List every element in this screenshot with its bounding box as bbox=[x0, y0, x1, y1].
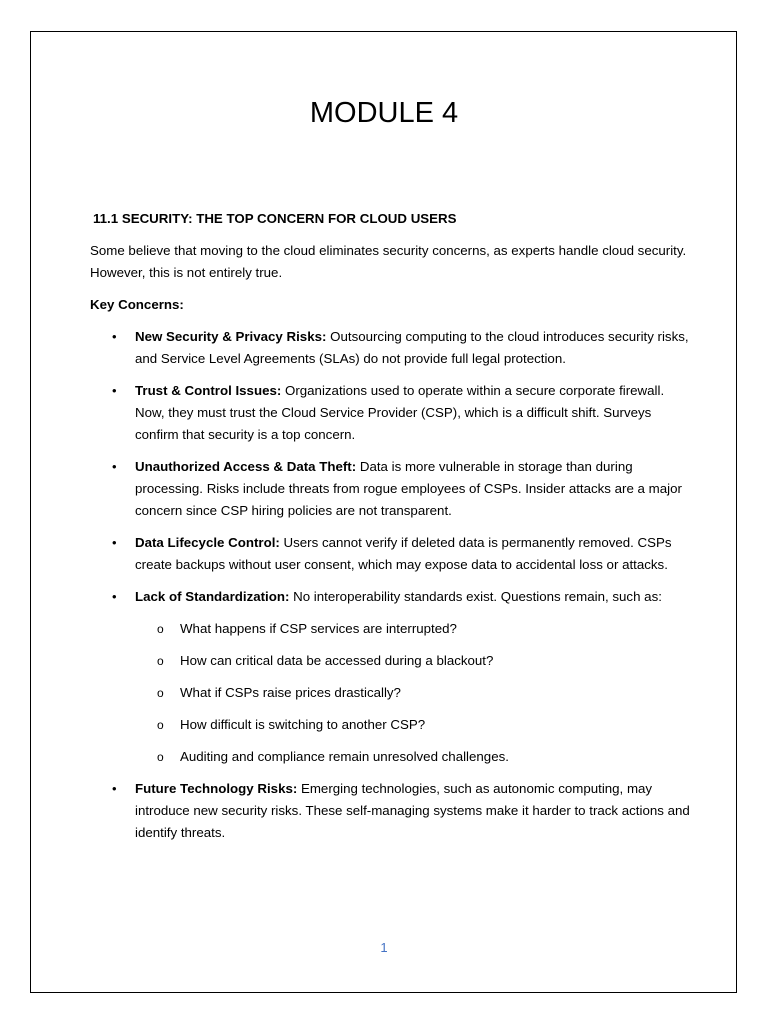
key-concerns-label: Key Concerns: bbox=[90, 297, 184, 312]
bullet-label: Future Technology Risks: bbox=[135, 781, 298, 796]
circle-bullet-icon: o bbox=[157, 686, 164, 700]
sub-list-item bbox=[135, 714, 690, 736]
bullet-icon: • bbox=[112, 535, 117, 550]
list-item bbox=[90, 456, 690, 522]
page-number: 1 bbox=[380, 940, 388, 955]
concerns-list bbox=[90, 326, 690, 844]
circle-bullet-icon: o bbox=[157, 654, 164, 668]
circle-bullet-icon: o bbox=[157, 622, 164, 636]
bullet-text: Emerging technologies, such as autonomic computing, may introduce new security risks. These self-managing systems make it harder to track actions and identify threats. bbox=[135, 781, 690, 840]
bullet-text: Users cannot verify if deleted data is permanently removed. CSPs create backups without user consent, which may expose data to accidental loss or attacks. bbox=[135, 535, 672, 572]
bullet-icon: • bbox=[112, 329, 117, 344]
sub-item-text: How difficult is switching to another CSP? bbox=[180, 717, 426, 732]
sub-list bbox=[135, 618, 690, 768]
bullet-text: No interoperability standards exist. Questions remain, such as: bbox=[289, 589, 662, 604]
bullet-icon: • bbox=[112, 459, 117, 474]
list-item bbox=[90, 380, 690, 446]
bullet-text: Organizations used to operate within a secure corporate firewall. Now, they must trust the Cloud Service Provider (CSP), which is a difficult shift. Surveys confirm that security is a top concern. bbox=[135, 383, 665, 442]
sub-list-item bbox=[135, 650, 690, 672]
sub-item-text: What if CSPs raise prices drastically? bbox=[180, 685, 401, 700]
module-title: MODULE 4 bbox=[309, 97, 459, 129]
sub-list-item bbox=[135, 682, 690, 704]
sub-list-item bbox=[135, 618, 690, 640]
list-item bbox=[90, 586, 690, 768]
bullet-text: Data is more vulnerable in storage than during processing. Risks include threats from rogue employees of CSPs. Insider attacks are a major concern since CSP hiring policies are not transparent. bbox=[135, 459, 682, 518]
sub-item-text: How can critical data be accessed during a blackout? bbox=[180, 653, 494, 668]
bullet-text: Outsourcing computing to the cloud introduces security risks, and Service Level Agreements (SLAs) do not provide full legal protection. bbox=[135, 329, 689, 366]
list-item bbox=[90, 778, 690, 844]
bullet-label: Lack of Standardization: bbox=[135, 589, 290, 604]
bullet-icon: • bbox=[112, 781, 117, 796]
sub-item-text: What happens if CSP services are interrupted? bbox=[180, 621, 457, 636]
list-item bbox=[90, 326, 690, 370]
bullet-label: Data Lifecycle Control: bbox=[135, 535, 280, 550]
bullet-label: Trust & Control Issues: bbox=[135, 383, 282, 398]
circle-bullet-icon: o bbox=[157, 718, 164, 732]
sub-item-text: Auditing and compliance remain unresolved challenges. bbox=[180, 749, 509, 764]
sub-list-item bbox=[135, 746, 690, 768]
bullet-label: Unauthorized Access & Data Theft: bbox=[135, 459, 357, 474]
list-item bbox=[90, 532, 690, 576]
circle-bullet-icon: o bbox=[157, 750, 164, 764]
bullet-icon: • bbox=[112, 589, 117, 604]
bullet-label: New Security & Privacy Risks: bbox=[135, 329, 327, 344]
document-body bbox=[90, 208, 690, 854]
section-heading: 11.1 SECURITY: THE TOP CONCERN FOR CLOUD USERS bbox=[93, 211, 457, 226]
intro-paragraph: Some believe that moving to the cloud eliminates security concerns, as experts handle cloud security. However, this is not entirely true. bbox=[90, 243, 687, 280]
bullet-icon: • bbox=[112, 383, 117, 398]
